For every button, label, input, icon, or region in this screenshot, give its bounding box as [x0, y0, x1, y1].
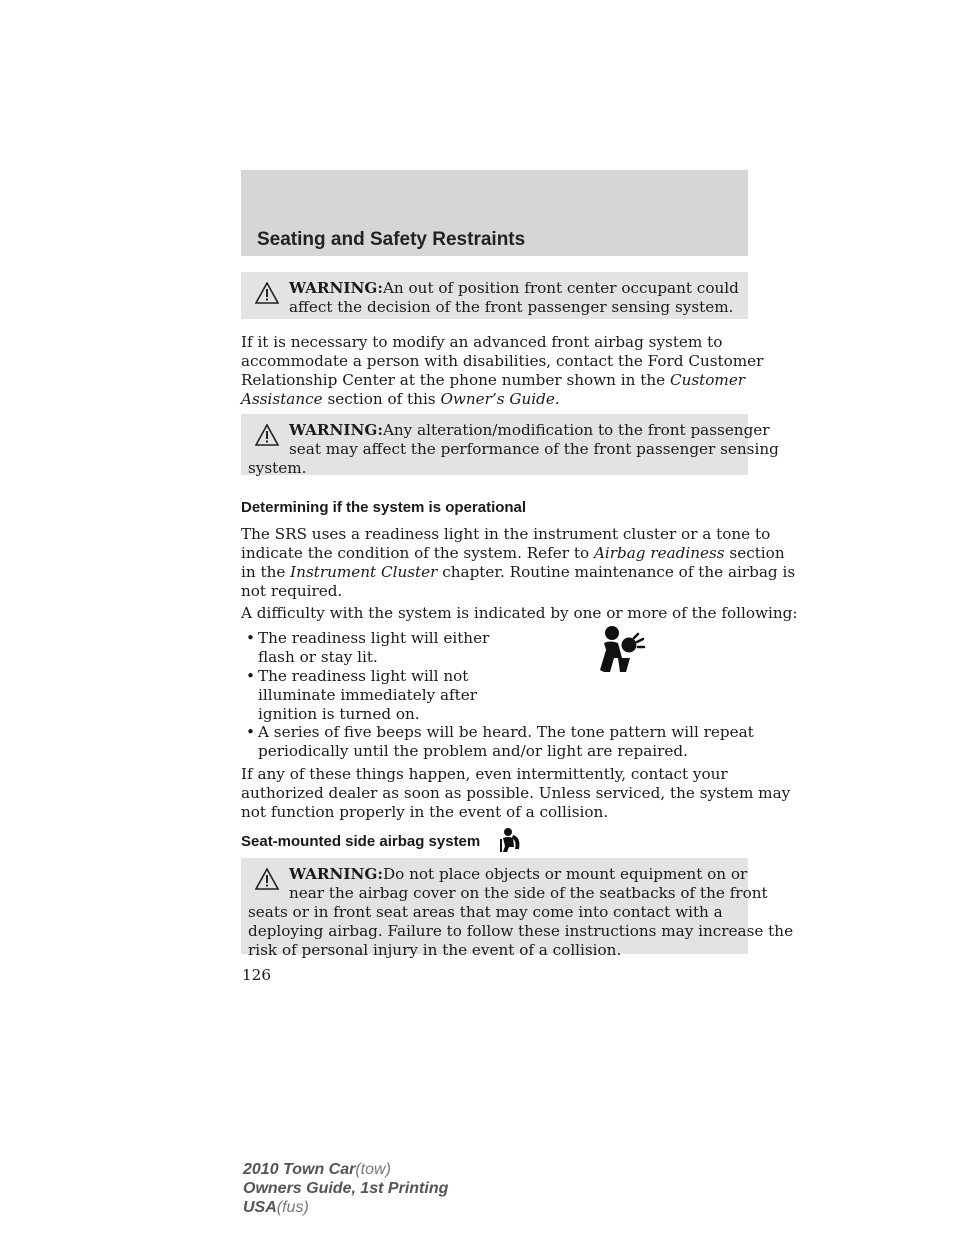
airbag-readiness-icon [596, 624, 652, 674]
print-footer: 2010 Town Car(tow) Owners Guide, 1st Printing USA(fus) [243, 1161, 449, 1216]
warning-box-2: WARNING:Any alteration/modification to the front passenger seat may affect the performance of the front passenger sensing system. [241, 414, 748, 475]
warning-triangle-icon [255, 424, 279, 446]
owners-guide-reference: Owner’s Guide. [440, 390, 560, 408]
instrument-cluster-reference: Instrument Cluster [290, 563, 438, 581]
warning-1-line-1: An out of position front center occupant could [382, 279, 739, 297]
paragraph-dealer: If any of these things happen, even intermittently, contact your authorized dealer as soon as possible. Unless serviced, the system may not function properly in the event of a collision. [241, 765, 791, 821]
section-title-operational: Determining if the system is operational [241, 499, 527, 516]
page-title: Seating and Safety Restraints [257, 229, 526, 250]
warning-label: WARNING: [289, 279, 383, 297]
customer-assistance-reference: Customer [669, 371, 746, 389]
airbag-readiness-reference: Airbag readiness [593, 544, 725, 562]
warning-box-1 [241, 272, 748, 319]
warning-triangle-icon [255, 282, 279, 304]
section-header [241, 170, 748, 256]
paragraph-modification: If it is necessary to modify an advanced front airbag system to accommodate a person with disabilities, contact the Ford Customer Relationship Center at the phone number shown in the Customer Assistance section of this Owner’s Guide. [241, 333, 764, 408]
warning-triangle-icon [255, 868, 279, 890]
warning-1-line-2: affect the decision of the front passenger sensing system. [289, 298, 734, 316]
warning-box-3: WARNING:Do not place objects or mount equipment on or near the airbag cover on the side of the seatbacks of the front seats or in front seat areas that may come into contact with a deploying airbag. Failure to follow these instructions may increase the risk of personal injury in the event of a collision. [241, 858, 748, 954]
section-title-side-airbag: Seat-mounted side airbag system [241, 833, 481, 850]
page-number: 126 [242, 966, 271, 984]
side-airbag-icon [497, 827, 523, 853]
paragraph-difficulty: A difficulty with the system is indicated by one or more of the following: [241, 604, 798, 622]
manual-page: Seating and Safety Restraints WARNING:An out of position front center occupant could affect the decision of the front passenger sensing system. If it is necessary to modify an advanced front airbag system to accommodate a person with disabilities, contact the Ford Customer Relationship Center at the phone number shown in the Customer Assistance section of this Owner’s Guide. WARNING:Any alteration/modification to the front passenger seat may affect the performance of the front passenger sensing system. Determining if the system is operational The SRS uses a readiness light in the instrument cluster or a tone to indicate the condition of the system. Refer to Airbag readiness section in the Instrument Cluster chapter. Routine maintenance of the airbag is not required. A difficulty with the system is indicated by one or more of the following: • The readiness light will either flash or stay lit. • The readiness light will not illuminate immediately after ignition is turned on. • A series of five beeps will be heard. The tone pattern will repeat periodically until the problem and/or light are repaired. If any of these things happen, even intermittently, contact your authorized dealer as soon as possible. Unless serviced, the system may not function properly in the event of a collision. Seat-mounted side airbag system WARNING:Do not place objects or mount equipment on or near the airbag cover on the side of the seatbacks of the front seats or in front seat areas that may come into contact with a deploying airbag. Failure to follow these instructions may increase the risk of personal injury in the event of a collision. 126 2010 Town Car(tow) Owners Guide, 1st Printing USA(fus) [0, 0, 960, 1242]
paragraph-readiness: The SRS uses a readiness light in the instrument cluster or a tone to indicate the condition of the system. Refer to Airbag readiness section in the Instrument Cluster chapter. Routine maintenance of the airbag is not required. [241, 525, 796, 600]
